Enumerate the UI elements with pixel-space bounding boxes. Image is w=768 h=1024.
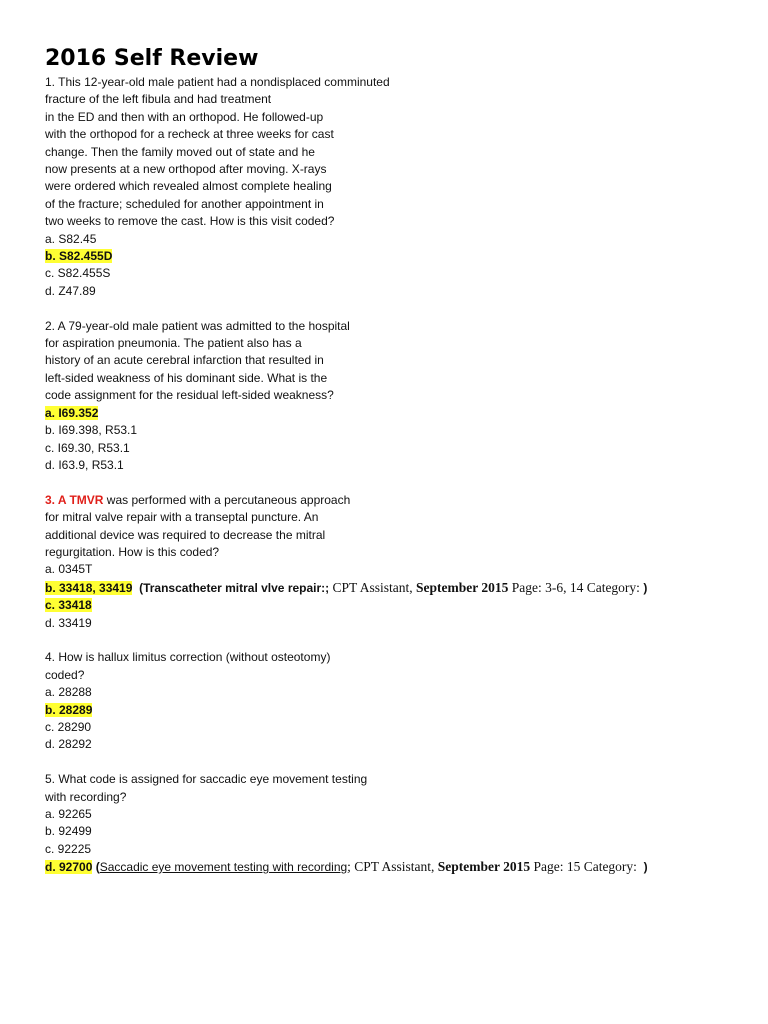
question-4-text-line: coded? (45, 667, 85, 682)
spacer (45, 474, 745, 491)
question-3-option-d: d. 33419 (45, 615, 92, 630)
question-5-option-b: b. 92499 (45, 824, 92, 839)
highlighted-answer: b. S82.455D (45, 249, 113, 264)
question-1 (45, 74, 745, 300)
reference-title: Transcatheter mitral vlve repair:; (143, 580, 330, 595)
reference-date: September 2015 (437, 859, 531, 875)
spacer (45, 754, 745, 771)
reference-close: ) (643, 580, 648, 595)
reference-source: ; CPT Assistant, (347, 859, 438, 875)
question-1-option-c: c. S82.455S (45, 266, 111, 281)
reference-open: ( (92, 860, 100, 875)
question-4-option-d: d. 28292 (45, 737, 92, 752)
question-1-text-line: 1. This 12-year-old male patient had a nondisplaced comminuted (45, 75, 390, 89)
reference-page: Page: 3-6, 14 Category: (508, 579, 644, 595)
question-3-lead-rest: was performed with a percutaneous approach (103, 492, 351, 507)
question-2-option-c: c. I69.30, R53.1 (45, 440, 130, 455)
question-1-text-line: of the fracture; scheduled for another appointment in (45, 196, 324, 211)
reference-page: Page: 15 Category: (530, 859, 641, 875)
question-1-option-a: a. S82.45 (45, 231, 97, 246)
highlighted-answer: b. 33418, 33419 (45, 580, 133, 595)
question-3-option-c (45, 597, 745, 614)
question-5-option-d (45, 858, 745, 876)
question-4-option-a: a. 28288 (45, 685, 92, 700)
question-3-text-line: for mitral valve repair with a transeptal puncture. An (45, 510, 319, 525)
question-1-text-line: change. Then the family moved out of state and he (45, 144, 315, 159)
question-5-text-line: 5. What code is assigned for saccadic eye movement testing (45, 772, 368, 787)
question-5-option-c: c. 92225 (45, 841, 92, 856)
question-2-text-line: for aspiration pneumonia. The patient also has a (45, 336, 302, 351)
document-page (45, 44, 745, 877)
question-5-option-a: a. 92265 (45, 807, 92, 821)
question-3-text-line (45, 492, 745, 509)
question-3-lead: 3. A TMVR (45, 492, 104, 507)
question-4 (45, 649, 745, 753)
question-1-text-line: in the ED and then with an orthopod. He followed-up (45, 109, 324, 124)
question-2-option-d: d. I63.9, R53.1 (45, 457, 124, 472)
question-3-text-line: regurgitation. How is this coded? (45, 544, 220, 559)
reference-close: ) (640, 860, 648, 875)
spacer (45, 632, 745, 649)
question-3-text-line: additional device was required to decrease the mitral (45, 527, 326, 542)
highlighted-answer: a. I69.352 (45, 405, 99, 420)
reference-date: September 2015 (415, 579, 509, 595)
reference-open: ( (132, 580, 144, 595)
question-2-text-line: history of an acute cerebral infarction that resulted in (45, 353, 324, 368)
highlighted-answer: c. 33418 (45, 598, 92, 613)
highlighted-answer: b. 28289 (45, 702, 93, 717)
question-1-text-line: were ordered which revealed almost complete healing (45, 179, 332, 194)
spacer (45, 300, 745, 317)
highlighted-answer: d. 92700 (45, 860, 93, 875)
question-2 (45, 318, 745, 475)
question-1-text-line: fracture of the left fibula and had treatment (45, 92, 272, 107)
question-3-option-b (45, 579, 745, 597)
question-1-text-line: now presents at a new orthopod after moving. X-rays (45, 162, 327, 177)
question-3-option-a: a. 0345T (45, 562, 93, 577)
question-4-text-line: 4. How is hallux limitus correction (without osteotomy) (45, 650, 331, 665)
reference-title: Saccadic eye movement testing with recording (99, 860, 348, 875)
question-5 (45, 771, 745, 876)
question-2-text-line: code assignment for the residual left-sided weakness? (45, 388, 334, 403)
question-4-option-c: c. 28290 (45, 719, 92, 734)
reference-source: CPT Assistant, (329, 579, 416, 595)
question-2-text-line: 2. A 79-year-old male patient was admitted to the hospital (45, 318, 350, 333)
question-4-option-b (45, 702, 745, 719)
question-2-option-b: b. I69.398, R53.1 (45, 423, 138, 438)
question-1-text-line: two weeks to remove the cast. How is this visit coded? (45, 214, 335, 229)
question-1-text-line: with the orthopod for a recheck at three weeks for cast (45, 127, 334, 142)
document-title: 2016 Self Review (45, 46, 259, 71)
question-1-option-b (45, 248, 745, 265)
question-5-text-line: with recording? (45, 789, 127, 804)
question-2-text-line: left-sided weakness of his dominant side. What is the (45, 370, 328, 385)
question-3 (45, 492, 745, 632)
question-1-option-d: d. Z47.89 (45, 283, 96, 298)
question-2-option-a (45, 405, 745, 422)
